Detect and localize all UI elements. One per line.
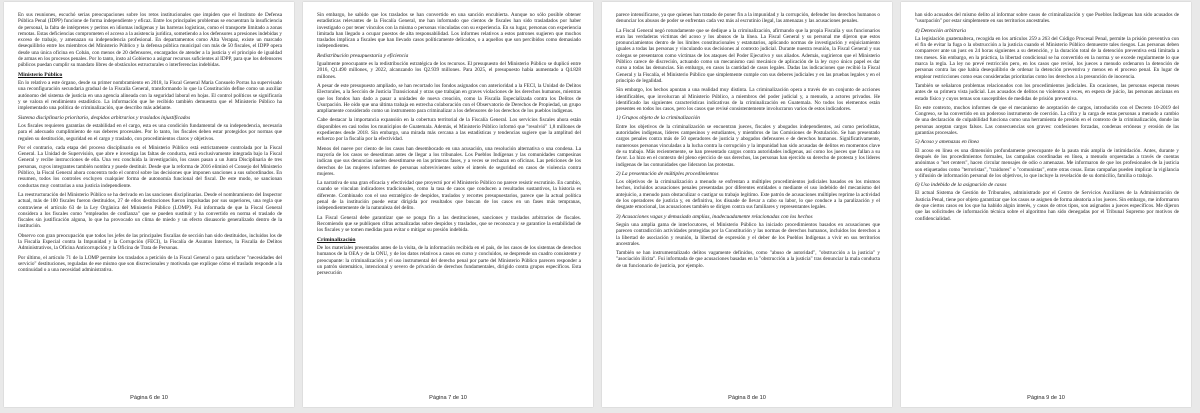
body-paragraph: El acoso en línea es una dimensión profundamente preocupante de la pauta más amplia de intimidación. Antes, durante y después de los procedimientos formales, las campañas coordinadas en línea, a menudo orquestadas a través de cuentas anónimas o "net centers", hacen circular mensajes de odio o amenazas. Me informaron de que los profesionales de la justicia son etiquetados como "terroristas", "traidores" o "comunistas", entre otras cosas. Estas campañas pueden implicar la vigilancia y difusión de información personal de los objetivos, lo que incluye la revelación de su domicilio, familia o trabajo. [915,147,1179,179]
body-paragraph: A pesar de este presupuesto ampliado, se han recortado los fondos asignados con anterioridad a la FECI, la Unidad de Delitos Electorales, a la Sección de Justicia Transicional y otras que trabajan en graves violaciones de los derechos humanos, mientras que los fondos han dado a pasar a unidades de nueva creación, como la Fiscalía Especializada contra los Delitos de Usurpación. He oído que una última trabaja en estrecha colaboración con el Observatorio de Derechos de Propiedad, un grupo ampliamente considerado como un instrumento para criminalizar a los defensores de los derechos de los pueblos indígenas. [317,82,581,115]
body-paragraph: En sus reuniones, escuchó serias preocupaciones sobre los retos institucionales que impiden que el Instituto de Defensa Pública Penal (IDPP) funcione de forma independiente y eficaz. Entre los principales problemas se encuentran la insuficiencia de personal, la falta de intérpretes y peritos en idiomas indígenas y las barreras logísticas, como el transporte limitado a zonas remotas. Estas deficiencias comprometen el acceso a la asistencia jurídica, sometiendo a los defensores a presiones indebidas y exceso de trabajo, y amenazan su independencia profesional. En departamentos como Alta Verapaz, existe un marcado desequilibrio entre los miembros del Ministerio Público y la defensa pública municipal con más de 50 fiscales, el IDPP opera desde una única oficina en Cobán, con menos de 20 defensores, encargados de atender a la justicia y el principio de igualdad de armas en los procesos penales. Por lo tanto, insto al Gobierno a asignar recursos suficientes al IDPP, para que los defensores públicos puedan cumplir su mandato libres de obstáculos estructurales o interferencias indebidas. [18,12,282,69]
subsection-heading: 1) Grupos objeto de la criminalización [616,115,700,122]
section-heading: Criminalización [317,236,356,243]
page-number: Página 6 de 10 [130,395,168,401]
body-paragraph: En este contexto, muchos informes de que el mecanismo de aceptación de cargos, introducido con el Decreto 10-2019 del Congreso, se ha convertido en un poderoso instrumento de coerción. La cifra y la carga de estas personas a menudo a cambio de una declaración de culpabilidad funciona como una herramienta de presión en el contexto de la criminalización, donde las personas aceptan cargos falsos. Las consecuencias son graves: confesiones forzadas, condenas erróneas y erosión de las garantías procesales. [915,104,1179,137]
subsection-heading: 6) Uso indebido de la asignación de casos [915,182,1007,189]
page-text-column [317,12,581,383]
document-page-3 [602,2,892,407]
body-paragraph: La narrativa de una gran eficacia y efectividad que proyectó por el Ministerio Público no parece resistir escrutinio. En cambio, cuando se vinculan indicadores tradicionales, como la tasa de casos que conducen a resultados sustantivos, la historia es diferente. Combinado con el uso estratégico de despidos, traslados y recortes presupuestarios, parece que la actual política penal de la institución puede estar dirigida por resultados que buscan de los casos en un fases más tempranas, independientemente de la naturaleza del delito. [317,180,581,212]
body-paragraph: También se han instrumentalizado delitos vagamente definidos, como "abuso de autoridad", "obstrucción a la justicia" y "asociación ilícita". Fui informada de que acusaciones basadas en la "obstrucción a la justicia" tras denunciar la mala conducta de un funcionario de justicia, por ejemplo. [616,250,880,269]
body-paragraph: La Fiscal General negó rotundamente que se dedique a la criminalización, afirmando que la propia Fiscalía y sus funcionarios eran las verdaderas víctimas del acoso y los abusos de la línea. La Fiscal General y su personal me dijeron que estos pronunciamientos dentro de los límites constitucionales y estatutarios, aplicando normas de investigación y enjuiciamiento iguales a todas las personas y vinculando sus decisiones al contexto judicial. Durante nuestra reunión, la Fiscal General y sus colegas se presentaron como víctimas de los ataques del Poder Ejecutivo y sus aliados. Además, sugirieron que el Ministerio Público carece de discreción, actuando como un mecanismo casi mecánico de aplicación de la ley cuyo único papel es dar curso a todas las denuncias. Sin embargo, en casos la cantidad de casos legales. Dadas las indicaciones que recibió la Fiscal General y la Fiscalía, el Ministerio Público que simplemente cumple con sus deberes judiciales y en las pruebas legales y en el principio de legalidad. [616,27,880,84]
body-paragraph: La Fiscal General debe garantizar que se ponga fin a las destituciones, sanciones y traslados arbitrarios de fiscales. Recomiendo que se publiquen cifras actualizadas sobre despidos y traslados, que se reconozca y se garantice la estabilidad de los fiscales y se tomen medidas para evitar o mitigar su presión indebida. [317,214,581,234]
subsection-heading: 2) La presentación de múltiples procedimientos [616,170,719,177]
document-page-2 [303,2,593,407]
subsection-heading: Redistribución presupuestaria y eficiencia [317,52,409,59]
page-text-column [18,12,282,383]
body-paragraph: Sin embargo, he sabido que los traslados se han convertido en una sanción encubierta. Aunque no sólo posible obtener estadísticas relevantes de la Fiscalía General, me han informado que cientos de fiscales han sido trasladados por haber investigado o por tener vínculos con la misma o personas vinculadas con su experiencia. En su lugar, personas con experiencia limitada han llegado a ocupar puestos de alta responsabilidad. Los informes relativos a estos patrones sugieren que muchos traslados implican a fiscales que han llevado casos políticamente delicados, o a aquellos que son percibidos como demasiado independientes. [317,12,581,50]
body-paragraph: parece intensificarse, ya que quienes han tratado de poner fin a la impunidad y la corrupción, defender los derechos humanos o denunciar los abusos de poder se enfrentan cada vez más al escrutinio ilegal, las amenazas y las acusaciones penales. [616,12,880,25]
subsection-heading: 5) Acoso y amenazas en línea [915,139,979,146]
document-page-1 [4,2,294,407]
body-paragraph: El actual Sistema de Gestión de Tribunales, administrado por el Centro de Servicios Auxiliares de la Administración de Justicia Penal, tiene por objeto garantizar que los casos se asignen de forma aleatoria a los jueces. Sin embargo, me informaron de que ciertos casos en los que ha habido algún interés, y casos de otros tipos, son asignados a jueces específicos. Me dijeron que las solicitudes de información técnica sobre el algoritmo han sido denegadas por el Tribunal Supremo por motivos de confidencialidad. [915,190,1179,222]
document-page-4 [901,2,1191,407]
body-paragraph: Entre los objetivos de la criminalización se encuentran jueces, fiscales y abogados independientes, así como periodistas, autoridades indígenas, líderes campesinos y estudiantes, y miembros de las Comisiones de Postulación. Se han presentado cargos penales contra más de 50 operadores de justicia y abogados defensores e de derechos humanos. Significativamente, numerosos personas vinculadas a la lucha contra la corrupción y la impunidad han sido acusadas de delitos en momentos clave de su trabajo. Más recientemente, se han presentado cargos contra autoridades indígenas, así como los jueces que fallan a su favor. Lo hizo en el contexto del pleno ejercicio de sus derechos, las personas han ejercido su derecho de protesta y los líderes indígenas de las comunidades que lideraron las protestas. [616,123,880,168]
body-paragraph: La reestructuración del Ministerio Público se ha derivado en las sanciones disciplinarias. Desde el nombramiento del Inspector actual, más de 100 fiscales fueron destituidos, 27 de ellos destituciones fueron impulsadas por sus superiores, una regla que contraviene el artículo 63 de la Ley Orgánica del Ministerio Público (LOMP). Fui informada de que la Fiscal General considera a los fiscales como "empleados de confianza" que se pueden sustituir y ha convertido en norma el traslado de fiscales sin justificación alguna, lo que ha provocado un clima de miedo y un efecto disuasorio generalizado dentro de la institución. [18,191,282,230]
body-paragraph: Los fiscales requieren garantías de estabilidad en el cargo, esta es una condición fundamental de su independencia, necesaria para el adecuado cumplimiento de sus deberes procesales. Por lo tanto, los fiscales deben estar protegidos por normas que regulen su destitución, seguridad en el cargo y traslado, con procedimientos claros y objetivos. [18,122,282,142]
page-text-column [616,12,880,383]
body-paragraph: La legislación guatemalteca, recogida en los artículos 259 a 263 del Código Procesal Penal, permite la prisión preventiva con el fin de evitar la fuga o la obstrucción a la justicia cuando el Ministerio Público demuestre tales riesgos. Las personas deben comparecer ante un juez en 24 horas siguientes a su detención, y la duración total de la detención preventiva está limitada a tres meses. Sin embargo, en la práctica, la libertad condicional se ha convertido en la norma y se excede regularmente lo que marca la regla. La ley no prevé restricción pero, en los casos que revisé, los jueces a menudo ordenaron la detención de personas contra las que había desequilibrio de ordenar la detención preventiva y menos en el proceso penal. En lugar de emplear restricciones como esas consideradas prioritarias como los derechos a la presunción de inocencia. [915,35,1179,80]
body-paragraph: En lo relativo a este órgano, desde su primer nombramiento en 2018, la Fiscal General María Consuelo Porras ha supervisado una reconfiguración secundaria gradual de la Fiscalía General, transformando lo que la Constitución define como un auxiliar autónomo del sistema de justicia en una agencia alineada con la seguridad laboral en hojas. El control políticos se significaría y se valora el rendimiento estadístico. La información que he recibido también demuestra que el Ministerio Público ha implementado una política de criminalización, que describo más adelante. [18,80,282,112]
subsection-heading: 4) Detención arbitraria [915,27,966,34]
page-number: Página 8 de 10 [728,395,766,401]
body-paragraph: Menos del nueve por ciento de los casos han desembocado en una acusación, una resolución alternativa o una condena. La mayoría de los casos se desestiman antes de llegar a los tribunales. Los Pueblos Indígenas y las comunidades campesinas indican que sus denuncias suelen desestimarse en las primeras fases, y a veces se rechazan en oficinas. Las peticiones de los derechos de las mujeres informes de personas sobrevivientes sobre el interés de seguridad en casos de violencia contra mujeres. [317,145,581,177]
body-paragraph: Por el contrario, cada etapa del proceso disciplinario en el Ministerio Público está estrictamente controlada por la Fiscal General. La Unidad de Supervisión, que abre e investiga las faltas de conducta, está exclusivamente integrada bajo la Fiscal General y recibe instrucciones de ella. Una vez concluida la investigación, los casos pasan a un Junta Disciplinaria de tres personas, cuyos integrantes también nombra y puede destituir. Desde que la reforma de 2016 eliminó el Consejo del Ministerio Público, la Fiscal General ahora concentra todo el control sobre las decisiones que imponen sanciones a sus subordinados. En resumen, todos los controles excluyen cualquier forma de autonomía funcional del fiscal. De este modo, se sancionan conductas muy contrarias a una justicia independiente. [18,144,282,189]
body-paragraph: Igualmente preocupante es la redistribución estratégica de los recursos. El presupuesto del Ministerio Público se duplicó entre 2016, Q1.490 millones, y 2022, alcanzando los Q2.939 millones. Para 2025, el presupuesto había aumentado a Q4.828 millones. [317,61,581,80]
body-paragraph: Por último, el artículo 71 de la LOMP permite los traslados a petición de la Fiscal General o para satisfacer "necesidades del servicio" destituciones, reguladas de ese mismo que son discrecionales y motivada que explique cómo el traslado responde a la continuidad o a una necesidad administrativa. [18,254,282,274]
page-number: Página 7 de 10 [429,395,467,401]
body-paragraph: Según una amplia gama de interlocutores, el Ministerio Público ha iniciado procedimientos basados en acusaciones que parecen contradicción actividades protegidas por la Constitución y las normas de derechos humanos, incluidos los derechos a la libertad de asociación y reunión, la libertad de expresión y el deber de los Pueblos Indígenas a vivir en sus territorios ancestrales. [616,221,880,247]
body-paragraph: Sin embargo, los hechos apuntan a una realidad muy distinta. La criminalización opera a través de un conjunto de acciones identificables, que involucran al Ministerio Público, a miembros del poder judicial y, a menudo, a actores privados. He identificado las siguientes características indicativas de la criminalización en Guatemala. No todos los elementos están presentes en todos los casos, pero los casos que revisé consistentemente involucraron varios de estos indicadores. [616,87,880,113]
subsection-heading: Sistema disciplinario prioritario, despidos arbitrarios y traslados injustificados [18,114,191,121]
body-paragraph: Observo con gran preocupación que todos los jefes de las principales fiscalías de sección han sido destituidos, incluidos los de la Fiscalía Especial contra la Impunidad y la Corrupción (FECI), la Fiscalía de Asuntos Internos, la Fiscalía de Delitos Administrativos, la Oficina Anticorrupción y la Oficina de Trata de Personas. [18,232,282,252]
body-paragraph: han sido acusados del mismo delito al informar sobre casos de criminalización y que Pueblos Indígenas han sido acusados de "usurpación" por estar simplemente en sus territorios ancestrales. [915,12,1179,25]
body-paragraph: También se señalaron problemas relacionados con los procedimientos judiciales. En ocasiones, las personas esperan meses antes de su primera vista judicial. Los acusados de delitos no violentos a veces, en espera de juicio, las personas ancianas en estado físico y cuyos temas son susceptibles de medidas de prisión preventiva. [915,82,1179,102]
page-number: Página 9 de 10 [1027,395,1065,401]
body-paragraph: De los materiales presentados antes de la visita, de la información recibida en el país, de los casos de los sistemas de derechos humanos de la OEA y de la ONU, y de los datos relativos a casos en curso y concluidos, se desprende un cuadro consistente y preocupante: la criminalización y el uso instrumental del derecho penal por parte del Ministerio Público parecen responder a un patrón sistemático, intencional y severo de privación de derechos fundamentales, dirigido contra grupos específicos. Esta persecución [317,245,581,277]
body-paragraph: Los objetivos de la criminalización a menudo se enfrentan a múltiples procedimientos judiciales basados en los mismos hechos, incluidos acusaciones penales presentadas por diferentes entidades o mediante el uso indebido del mecanismo del antejuicio, a menudo para obstaculizar o castigar su trabajo legítimo. Este patrón de acusaciones múltiples reprime la actividad de los operadores de justicia y, en definitiva, los disuade de llevar a cabo su labor, lo que conduce a la paralización y el desgaste emocional, las acusaciones también se dirigen contra sus familiares y representantes legales. [616,179,880,211]
body-paragraph: Cabe destacar la importancia expansión en la cobertura territorial de la Fiscalía General. Los servicios fiscales ahora están disponibles en casi todos los municipios de Guatemala. Además, el Ministerio Público informó que "resolvió" 1,8 millones de expedientes desde 2018. Sin embargo, una mirada más cercana a las estadísticas y tendencias sugiere que la amplitud del esfuerzo por la fiscalía por la efectividad. [317,117,581,143]
page-text-column [915,12,1179,383]
subsection-heading: 3) Acusaciones vagas y demasiado amplias, inadecuadamente relacionadas con los hechos [616,213,813,220]
section-heading: Ministerio Público [18,71,63,78]
